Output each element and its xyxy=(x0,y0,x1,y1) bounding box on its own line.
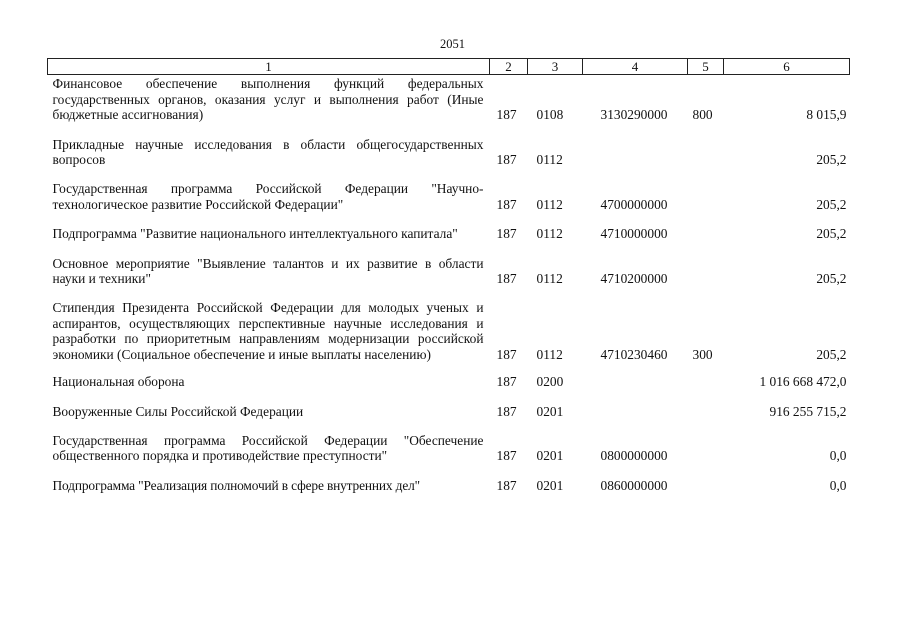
row-amount: 8 015,9 xyxy=(806,107,847,123)
column-number-header xyxy=(48,59,850,75)
row-name: Государственная программа Российской Федерации "Обеспечение общественного порядка и противодействие преступности" xyxy=(52,432,484,464)
row-target-code: 4710230460 xyxy=(600,346,668,362)
row-name: Государственная программа Российской Федерации "Научно-технологическое развитие Российской Федерации" xyxy=(52,181,484,212)
row-section-code: 0108 xyxy=(536,107,564,123)
row-expense-type xyxy=(688,178,724,212)
budget-table xyxy=(47,58,850,493)
row-amount: 205,2 xyxy=(816,152,847,168)
row-name: Финансовое обеспечение выполнения функций федеральных государственных органов, оказания услуг и выполнения работ (Иные бюджетные ассигнования) xyxy=(52,76,484,123)
row-expense-type xyxy=(688,430,724,464)
row-amount: 0,0 xyxy=(829,477,847,493)
row-name: Стипендия Президента Российской Федерации для молодых ученых и аспирантов, осуществляющих перспективные научные исследования и разработки по приоритетным направлениям модернизации российской экономики (Социальное обеспечение и иные выплаты населению) xyxy=(52,300,484,362)
table-row xyxy=(48,371,850,389)
row-ministry-code: 187 xyxy=(496,196,517,212)
row-expense-type xyxy=(688,371,724,389)
row-expense-type xyxy=(688,223,724,241)
row-name: Национальная оборона xyxy=(52,374,185,390)
table-row xyxy=(48,475,850,493)
row-expense-type: 800 xyxy=(692,107,713,123)
row-ministry-code: 187 xyxy=(496,271,517,287)
row-target-code xyxy=(583,134,688,168)
row-section-code: 0112 xyxy=(536,271,563,287)
row-section-code: 0112 xyxy=(536,152,563,168)
row-ministry-code: 187 xyxy=(496,374,517,390)
header-col-4: 4 xyxy=(583,59,688,75)
header-col-6: 6 xyxy=(724,59,850,75)
row-ministry-code: 187 xyxy=(496,346,517,362)
row-amount: 205,2 xyxy=(816,196,847,212)
row-ministry-code: 187 xyxy=(496,448,517,464)
row-ministry-code: 187 xyxy=(496,152,517,168)
table-row xyxy=(48,297,850,362)
row-expense-type xyxy=(688,401,724,419)
header-col-5: 5 xyxy=(688,59,724,75)
header-col-2: 2 xyxy=(490,59,528,75)
row-amount: 916 255 715,2 xyxy=(769,403,847,419)
row-expense-type: 300 xyxy=(692,346,713,362)
row-target-code: 4710000000 xyxy=(600,226,668,242)
row-ministry-code: 187 xyxy=(496,107,517,123)
header-col-1: 1 xyxy=(48,59,490,75)
row-expense-type xyxy=(688,475,724,493)
row-section-code: 0112 xyxy=(536,346,563,362)
row-amount: 205,2 xyxy=(816,271,847,287)
row-target-code xyxy=(583,371,688,389)
row-amount: 1 016 668 472,0 xyxy=(759,374,847,390)
row-section-code: 0201 xyxy=(536,477,564,493)
table-row xyxy=(48,401,850,419)
row-target-code: 0800000000 xyxy=(600,448,668,464)
page-number: 2051 xyxy=(440,37,465,51)
table-row xyxy=(48,430,850,464)
row-expense-type xyxy=(688,134,724,168)
row-target-code: 4710200000 xyxy=(600,271,668,287)
row-amount: 0,0 xyxy=(829,448,847,464)
table-row xyxy=(48,223,850,241)
row-ministry-code: 187 xyxy=(496,477,517,493)
row-target-code xyxy=(583,401,688,419)
table-row xyxy=(48,178,850,212)
row-name: Подпрограмма "Развитие национального интеллектуального капитала" xyxy=(52,226,458,242)
row-section-code: 0200 xyxy=(536,374,564,390)
row-amount: 205,2 xyxy=(816,346,847,362)
row-target-code: 0860000000 xyxy=(600,477,668,493)
row-section-code: 0201 xyxy=(536,403,564,419)
table-row xyxy=(48,253,850,287)
row-ministry-code: 187 xyxy=(496,403,517,419)
row-name: Вооруженные Силы Российской Федерации xyxy=(52,403,304,419)
table-row xyxy=(48,134,850,168)
table-row xyxy=(48,75,850,123)
row-name: Основное мероприятие "Выявление талантов и их развитие в области науки и техники" xyxy=(52,255,484,287)
row-amount: 205,2 xyxy=(816,226,847,242)
row-name: Подпрограмма "Реализация полномочий в сфере внутренних дел" xyxy=(52,477,420,493)
row-name: Прикладные научные исследования в области общегосударственных вопросов xyxy=(52,136,484,168)
row-target-code: 4700000000 xyxy=(600,196,668,212)
row-target-code: 3130290000 xyxy=(600,107,668,123)
row-ministry-code: 187 xyxy=(496,226,517,242)
header-col-3: 3 xyxy=(528,59,583,75)
row-expense-type xyxy=(688,253,724,287)
row-section-code: 0112 xyxy=(536,196,563,212)
row-section-code: 0201 xyxy=(536,448,564,464)
row-section-code: 0112 xyxy=(536,226,563,242)
